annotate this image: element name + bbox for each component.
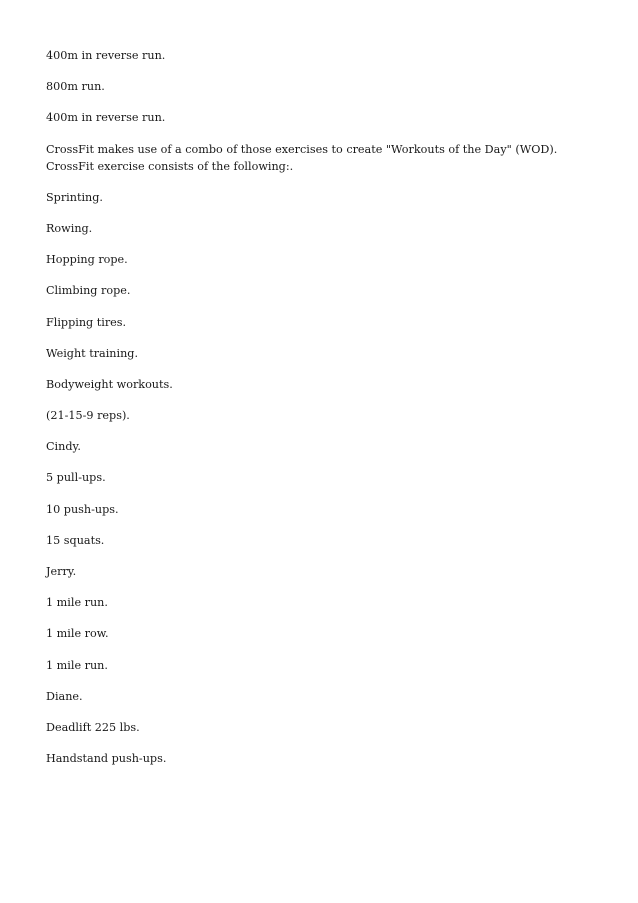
- paragraph: 10 push-ups.: [46, 502, 119, 516]
- paragraph: Deadlift 225 lbs.: [46, 720, 140, 734]
- paragraph: 15 squats.: [46, 533, 105, 547]
- paragraph: Sprinting.: [46, 190, 103, 204]
- document-body: [46, 47, 596, 781]
- paragraph: 400m in reverse run.: [46, 111, 166, 125]
- paragraph: 1 mile row.: [46, 627, 109, 641]
- paragraph: CrossFit makes use of a combo of those exercises to create "Workouts of the Day" (WOD). CrossFit exercise consists of the following:.: [46, 142, 558, 173]
- paragraph: Hopping rope.: [46, 253, 128, 267]
- paragraph: Climbing rope.: [46, 284, 131, 298]
- paragraph: Cindy.: [46, 440, 81, 454]
- paragraph: 800m run.: [46, 80, 105, 94]
- paragraph: (21-15-9 reps).: [46, 409, 130, 423]
- paragraph: 5 pull-ups.: [46, 471, 106, 485]
- paragraph: Weight training.: [46, 346, 139, 360]
- paragraph: Rowing.: [46, 221, 93, 235]
- paragraph: 1 mile run.: [46, 658, 108, 672]
- paragraph: Handstand push-ups.: [46, 752, 167, 766]
- paragraph: 1 mile run.: [46, 596, 108, 610]
- paragraph: Diane.: [46, 689, 83, 703]
- paragraph: Flipping tires.: [46, 315, 127, 329]
- paragraph: Bodyweight workouts.: [46, 377, 173, 391]
- paragraph: Jerry.: [46, 565, 77, 578]
- paragraph: 400m in reverse run.: [46, 49, 166, 62]
